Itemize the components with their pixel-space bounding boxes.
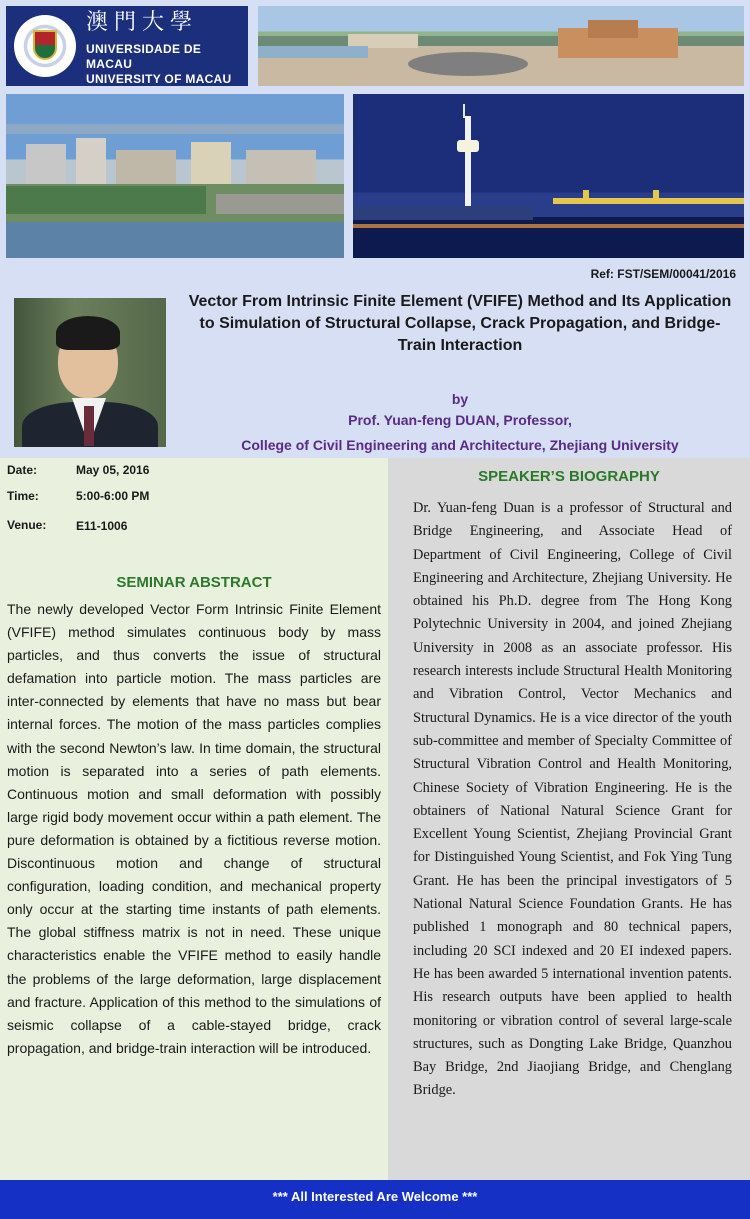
time-label: Time: xyxy=(7,489,39,503)
university-seal-icon xyxy=(14,15,76,77)
abstract-heading: SEMINAR ABSTRACT xyxy=(116,574,272,591)
biography-heading: SPEAKER’S BIOGRAPHY xyxy=(478,468,660,485)
speaker-portrait xyxy=(14,298,166,447)
macau-cityscape-photo xyxy=(6,94,344,258)
speaker-affiliation: College of Civil Engineering and Architecture, Zhejiang University xyxy=(241,437,679,453)
university-logo xyxy=(6,6,248,86)
abstract-text: The newly developed Vector Form Intrinsic Finite Element (VFIFE) method simulates continuous body by mass particles, and thus converts the issue of structural defamation into particle motion. The mass particles are inter-connected by elements that have no mass but bear internal forces. The motion of the mass particles complies with the second Newton’s law. In time domain, the structural motion is separated into a series of path elements. Continuous motion and small deformation with possibly large rigid body movement occur within a path element. The pure deformation is obtained by a fictitious reverse motion. Discontinuous motion and change of structural configuration, loading condition, and mechanical property only occur at the starting time instants of path elements. The global stiffness matrix is not in need. These unique characteristics enable the VFIFE method to easily handle the problems of the large deformation, large displacement and fracture. Application of this method to the simulations of seismic collapse of a cable-stayed bridge, crack propagation, and bridge-train interaction will be introduced. xyxy=(7,601,381,1056)
reference-number: Ref: FST/SEM/00041/2016 xyxy=(590,267,736,281)
logo-chinese-name: 澳門大學 xyxy=(86,10,199,35)
by-label: by xyxy=(451,391,469,407)
time-value: 5:00-6:00 PM xyxy=(76,489,150,503)
logo-text xyxy=(86,5,248,87)
date-value: May 05, 2016 xyxy=(76,463,150,477)
macau-tower-night-photo xyxy=(353,94,744,258)
logo-english-name: UNIVERSITY OF MACAU xyxy=(86,72,232,86)
biography-text: Dr. Yuan-feng Duan is a professor of Structural and Bridge Engineering, and Associate Head of Department of Civil Engineering, College of Civil Engineering and Architecture, Zhejiang University. He obtained his Ph.D. degree from The Hong Kong Polytechnic University in 2004, and joined Zhejiang University in 2008 as an associate professor. His research interests include Structural Health Monitoring and Vibration Control, Vector Mechanics and Structural Dynamics. He is a vice director of the youth sub-committee and member of Specialty Committee of Structural Vibration Control and Health Monitoring, Chinese Society of Vibration Engineering. He is the obtainers of National Natural Science Grant for Excellent Young Scientist, Zhejiang Provincial Grant for Distinguished Young Scientist, and Fok Ying Tung Grant. He has been the principal investigators of 5 National Natural Science Foundation Grants. He has published 1 monograph and 80 technical papers, including 20 SCI indexed and 20 EI indexed papers. He has been awarded 5 international invention patents. His research outputs have been applied to health monitoring or vibration control of several large-scale structures, such as Dongting Lake Bridge, Quanzhou Bay Bridge, 2nd Jiaojiang Bridge, and Chenglang Bridge. xyxy=(413,500,732,1099)
speaker-name: Prof. Yuan-feng DUAN, Professor, xyxy=(348,412,572,428)
date-label: Date: xyxy=(7,463,38,477)
venue-value: E11-1006 xyxy=(76,519,128,533)
seminar-title: Vector From Intrinsic Finite Element (VFIFE) Method and Its Application to Simulation of Structural Collapse, Crack Propagation, and Bridge-Train Interaction xyxy=(188,293,732,354)
campus-aerial-photo xyxy=(258,6,744,86)
logo-portuguese-name: UNIVERSIDADE DE MACAU xyxy=(86,42,202,71)
welcome-banner: *** All Interested Are Welcome *** xyxy=(0,1180,750,1219)
venue-label: Venue: xyxy=(7,518,47,532)
